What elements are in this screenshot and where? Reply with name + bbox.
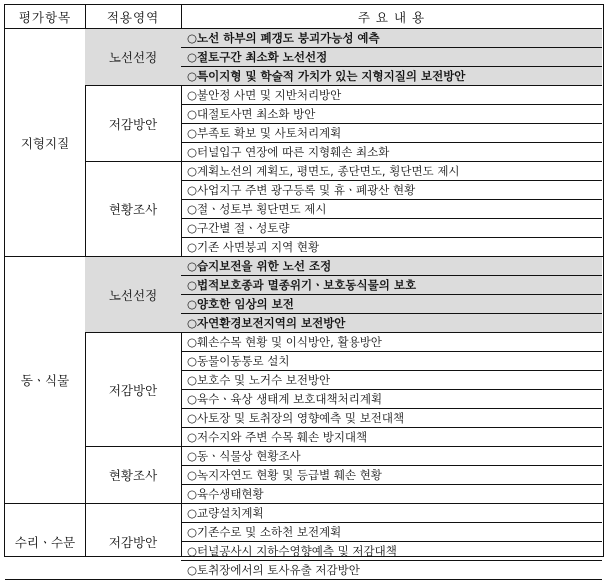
content-item-text: 토취장에서의 토사유출 저감방안 [197, 563, 360, 577]
content-item [181, 86, 602, 105]
content-item-text: 계획노선의 계획도, 평면도, 종단면도, 횡단면도 제시 [197, 164, 460, 178]
bullet-icon: ○ [187, 392, 198, 406]
content-item [181, 48, 602, 67]
content-item-text: 불안정 사면 및 지반처리방안 [197, 88, 342, 102]
header-area: 적용영역 [85, 5, 181, 29]
bullet-icon: ○ [187, 107, 198, 121]
content-item [181, 219, 602, 238]
bullet-icon: ○ [187, 240, 198, 254]
content-item-text: 습지보전을 위한 노선 조정 [197, 259, 332, 273]
content-item-text: 육수생태현황 [197, 487, 264, 501]
content-item-text: 동물이동통로 설치 [197, 354, 290, 368]
content-item [181, 295, 602, 314]
content-item [181, 447, 602, 466]
bullet-icon: ○ [187, 259, 198, 273]
bullet-icon: ○ [187, 202, 198, 216]
content-item-text: 양호한 임상의 보전 [197, 297, 294, 311]
category-cell: 동ㆍ식물 [5, 257, 85, 504]
content-item [181, 276, 602, 295]
content-item [181, 390, 602, 409]
content-item-text: 사토장 및 토취장의 영향예측 및 보전대책 [197, 411, 405, 425]
content-item-text: 기존수로 및 소하천 보전계획 [197, 525, 342, 539]
content-item-text: 터널입구 연장에 따른 지형훼손 최소화 [197, 145, 390, 159]
area-cell: 노선선정 [85, 29, 181, 86]
category-cell: 수리ㆍ수문 [5, 504, 85, 580]
content-item-text: 절토구간 최소화 노선선정 [197, 50, 328, 64]
content-item [181, 485, 602, 504]
area-cell: 저감방안 [85, 504, 181, 580]
bullet-icon: ○ [187, 525, 198, 539]
content-item [181, 504, 602, 523]
content-item [181, 561, 602, 580]
content-item [181, 542, 602, 561]
area-cell: 현황조사 [85, 447, 181, 504]
bullet-icon: ○ [187, 354, 198, 368]
bullet-icon: ○ [187, 31, 198, 45]
content-item-text: 법적보호종과 멸종위기ㆍ보호동식물의 보호 [197, 278, 417, 292]
content-item [181, 143, 602, 162]
content-item-text: 사업지구 주변 광구등록 및 휴ㆍ폐광산 현황 [197, 183, 416, 197]
content-item [181, 105, 602, 124]
content-item-text: 육수ㆍ육상 생태계 보호대책처리계획 [197, 392, 383, 406]
content-item [181, 181, 602, 200]
area-cell: 노선선정 [85, 257, 181, 333]
bullet-icon: ○ [187, 430, 198, 444]
bullet-icon: ○ [187, 373, 198, 387]
content-item [181, 352, 602, 371]
bullet-icon: ○ [187, 183, 198, 197]
bullet-icon: ○ [187, 449, 198, 463]
bullet-icon: ○ [187, 506, 198, 520]
bullet-icon: ○ [187, 278, 198, 292]
bullet-icon: ○ [187, 468, 198, 482]
content-item [181, 466, 602, 485]
evaluation-table [4, 4, 604, 577]
bullet-icon: ○ [187, 563, 198, 577]
bullet-icon: ○ [187, 316, 198, 330]
content-item-text: 동ㆍ식물상 현황조사 [197, 449, 301, 463]
content-item [181, 67, 602, 86]
content-item-text: 기존 사면붕괴 지역 현황 [197, 240, 320, 254]
content-item-text: 저수지와 주변 수목 훼손 방지대책 [197, 430, 368, 444]
content-item [181, 162, 602, 181]
content-item [181, 409, 602, 428]
content-item-text: 대절토사면 최소화 방안 [197, 107, 316, 121]
content-item-text: 구간별 절ㆍ성토량 [197, 221, 290, 235]
area-cell: 현황조사 [85, 162, 181, 257]
content-item [181, 333, 602, 352]
bullet-icon: ○ [187, 50, 198, 64]
content-item-text: 보호수 및 노거수 보전방안 [197, 373, 331, 387]
content-item-text: 훼손수목 현황 및 이식방안, 활용방안 [197, 335, 382, 349]
bullet-icon: ○ [187, 164, 198, 178]
area-cell: 저감방안 [85, 86, 181, 162]
content-item [181, 29, 602, 48]
bullet-icon: ○ [187, 411, 198, 425]
content-item-text: 절ㆍ성토부 횡단면도 제시 [197, 202, 327, 216]
bullet-icon: ○ [187, 487, 198, 501]
content-item-text: 노선 하부의 폐갱도 붕괴가능성 예측 [197, 31, 380, 45]
content-item [181, 314, 602, 333]
content-item [181, 124, 602, 143]
bullet-icon: ○ [187, 145, 198, 159]
area-cell: 저감방안 [85, 333, 181, 447]
bullet-icon: ○ [187, 126, 198, 140]
content-item [181, 200, 602, 219]
bullet-icon: ○ [187, 69, 198, 83]
content-item-text: 교량설치계획 [197, 506, 264, 520]
content-item [181, 238, 602, 257]
content-item-text: 녹지자연도 현황 및 등급별 훼손 현황 [197, 468, 382, 482]
content-item [181, 371, 602, 390]
bullet-icon: ○ [187, 88, 198, 102]
content-item-text: 부족토 확보 및 사토처리계획 [197, 126, 342, 140]
content-item [181, 523, 602, 542]
bullet-icon: ○ [187, 297, 198, 311]
header-category: 평가항목 [5, 5, 85, 29]
category-cell: 지형지질 [5, 29, 85, 257]
bullet-icon: ○ [187, 221, 198, 235]
content-item-text: 자연환경보전지역의 보전방안 [197, 316, 346, 330]
bullet-icon: ○ [187, 544, 198, 558]
content-item-text: 터널공사시 지하수영향예측 및 저감대책 [197, 544, 397, 558]
content-item [181, 257, 602, 276]
content-item-text: 특이지형 및 학술적 가치가 있는 지형지질의 보전방안 [197, 69, 466, 83]
header-content: 주 요 내 용 [181, 5, 602, 29]
content-item [181, 428, 602, 447]
bullet-icon: ○ [187, 335, 198, 349]
